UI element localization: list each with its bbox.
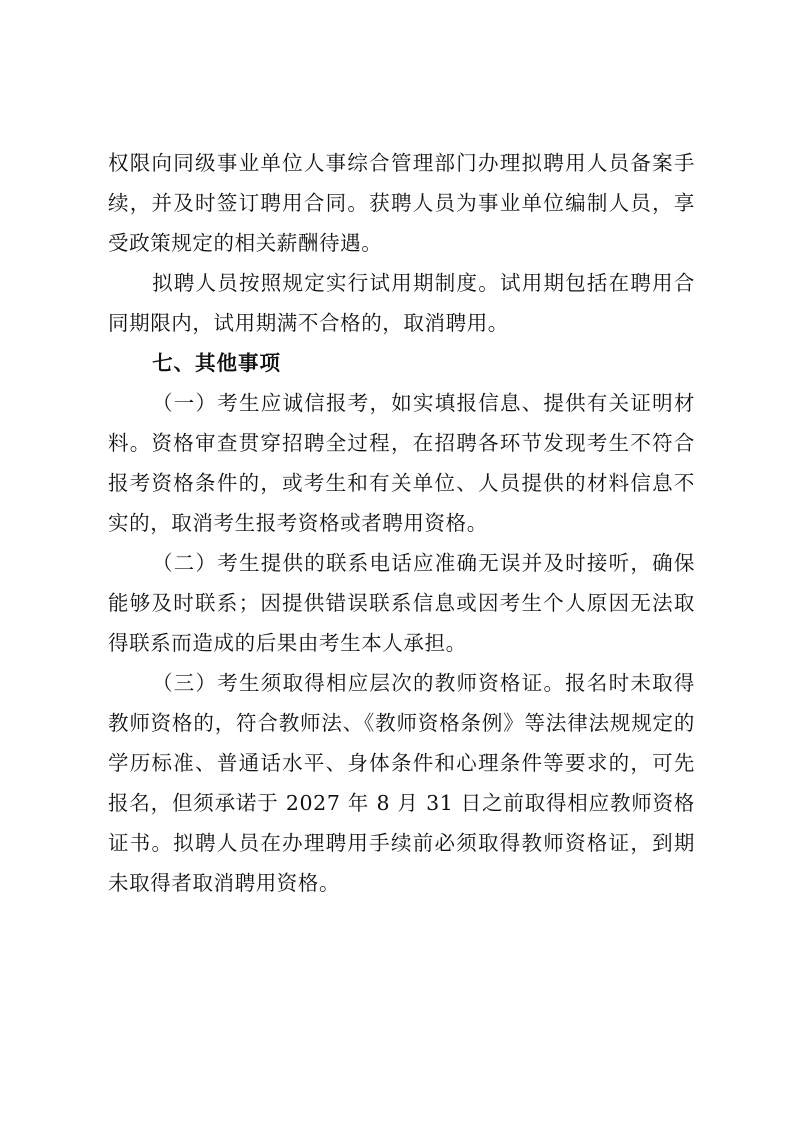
document-body [108,143,695,903]
item-teacher-certificate: （三）考生须取得相应层次的教师资格证。报名时未取得教师资格的，符合教师法、《教师资格条例》等法律法规规定的学历标准、普通话水平、身体条件和心理条件等要求的，可先报名，但须承诺于 2027 年 8 月 31 日之前取得相应教师资格证书。拟聘人员在办理聘用手续前必须取得教师资格证，到期未取得者取消聘用资格。 [108,671,695,895]
item-honest-application: （一）考生应诚信报考，如实填报信息、提供有关证明材料。资格审查贯穿招聘全过程，在招聘各环节发现考生不符合报考资格条件的，或考生和有关单位、人员提供的材料信息不实的，取消考生报考资格或者聘用资格。 [108,391,695,535]
item-contact-phone: （二）考生提供的联系电话应准确无误并及时接听，确保能够及时联系；因提供错误联系信息或因考生个人原因无法取得联系而造成的后果由考生本人承担。 [108,551,695,655]
paragraph-continuation: 权限向同级事业单位人事综合管理部门办理拟聘用人员备案手续，并及时签订聘用合同。获聘人员为事业单位编制人员，享受政策规定的相关薪酬待遇。 [108,151,695,255]
section-heading: 七、其他事项 [152,351,282,375]
paragraph-probation: 拟聘人员按照规定实行试用期制度。试用期包括在聘用合同期限内，试用期满不合格的，取消聘用。 [108,271,695,335]
